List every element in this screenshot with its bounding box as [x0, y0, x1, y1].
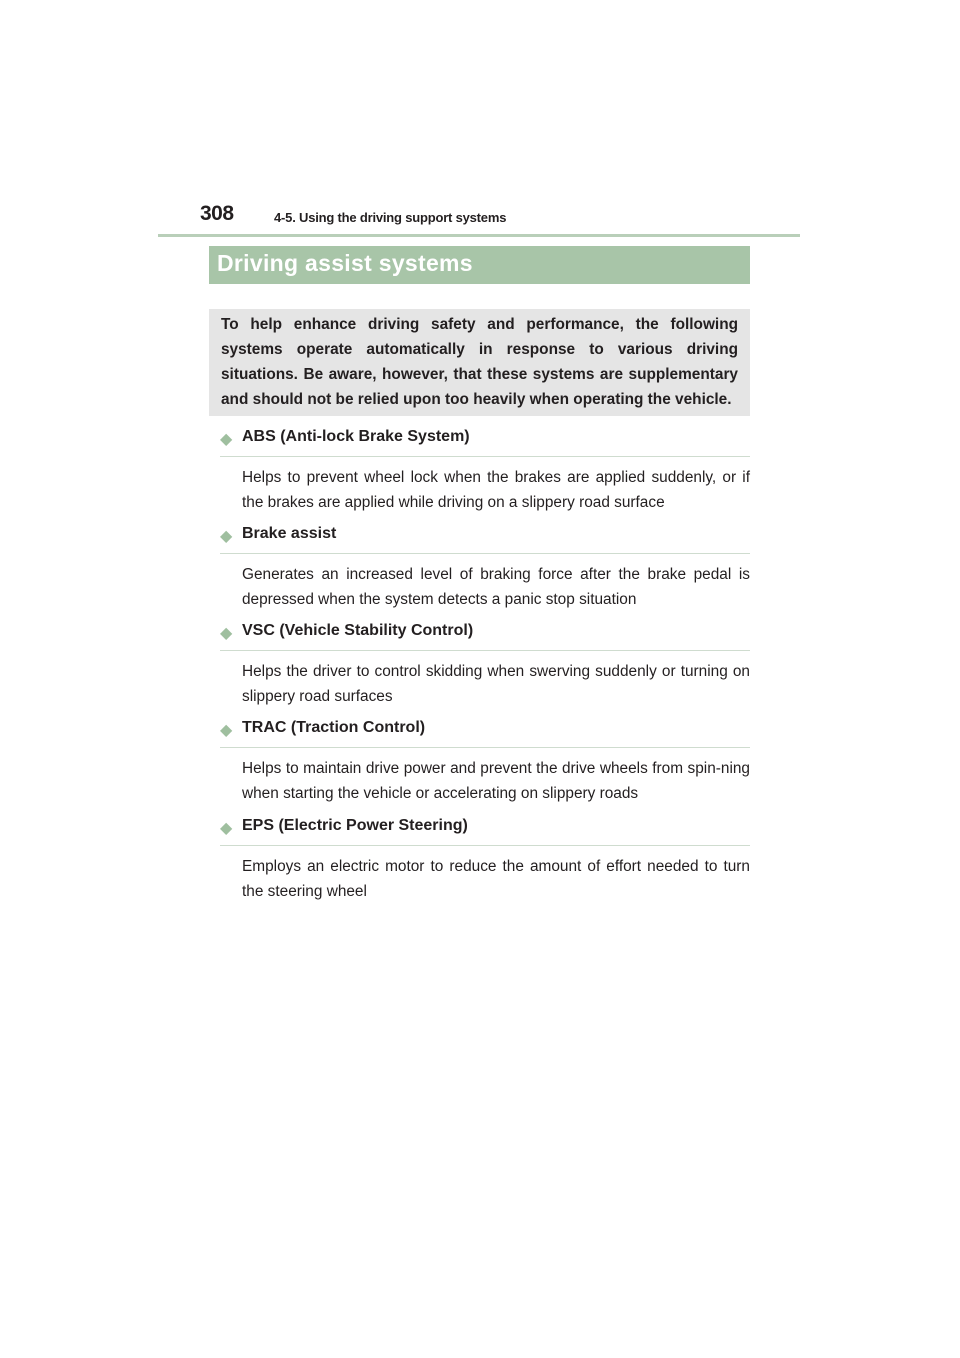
feature-abs: [220, 428, 750, 515]
diamond-icon: ◆: [220, 528, 233, 545]
feature-eps: [220, 817, 750, 904]
feature-head: [220, 525, 750, 554]
page-header: [158, 200, 800, 237]
feature-brake-assist: [220, 525, 750, 612]
feature-head: [220, 817, 750, 846]
feature-title: TRAC (Traction Control): [242, 719, 426, 736]
feature-description: Helps to maintain drive power and prevent the drive wheels from spin-ning when starting the vehicle or accelerating on slippery roads: [242, 760, 750, 802]
feature-trac: [220, 719, 750, 806]
page-number: 308: [200, 202, 234, 225]
feature-head: [220, 622, 750, 651]
feature-head: [220, 719, 750, 748]
section-label: 4-5. Using the driving support systems: [274, 210, 507, 225]
feature-title: VSC (Vehicle Stability Control): [242, 622, 474, 639]
feature-description: Generates an increased level of braking force after the brake pedal is depressed when the system detects a panic stop situation: [242, 566, 750, 608]
feature-title: ABS (Anti-lock Brake System): [242, 428, 470, 445]
feature-title: EPS (Electric Power Steering): [242, 817, 468, 834]
feature-title: Brake assist: [242, 525, 337, 542]
diamond-icon: ◆: [220, 820, 233, 837]
diamond-icon: ◆: [220, 431, 233, 448]
title-bar: [209, 246, 750, 284]
feature-head: [220, 428, 750, 457]
diamond-icon: ◆: [220, 625, 233, 642]
diamond-icon: ◆: [220, 722, 233, 739]
intro-text: To help enhance driving safety and performance, the following systems operate automatically in response to various driving situations. Be aware, however, that these systems are supplementary and should not be relied upon too heavily when operating the vehicle.: [221, 316, 738, 408]
intro-box: [209, 309, 750, 416]
feature-vsc: [220, 622, 750, 709]
feature-description: Helps the driver to control skidding when swerving suddenly or turning on slippery road surfaces: [242, 663, 750, 705]
feature-description: Helps to prevent wheel lock when the brakes are applied suddenly, or if the brakes are applied while driving on a slippery road surface: [242, 469, 750, 511]
feature-description: Employs an electric motor to reduce the amount of effort needed to turn the steering wheel: [242, 858, 750, 900]
page-title: Driving assist systems: [217, 250, 473, 276]
